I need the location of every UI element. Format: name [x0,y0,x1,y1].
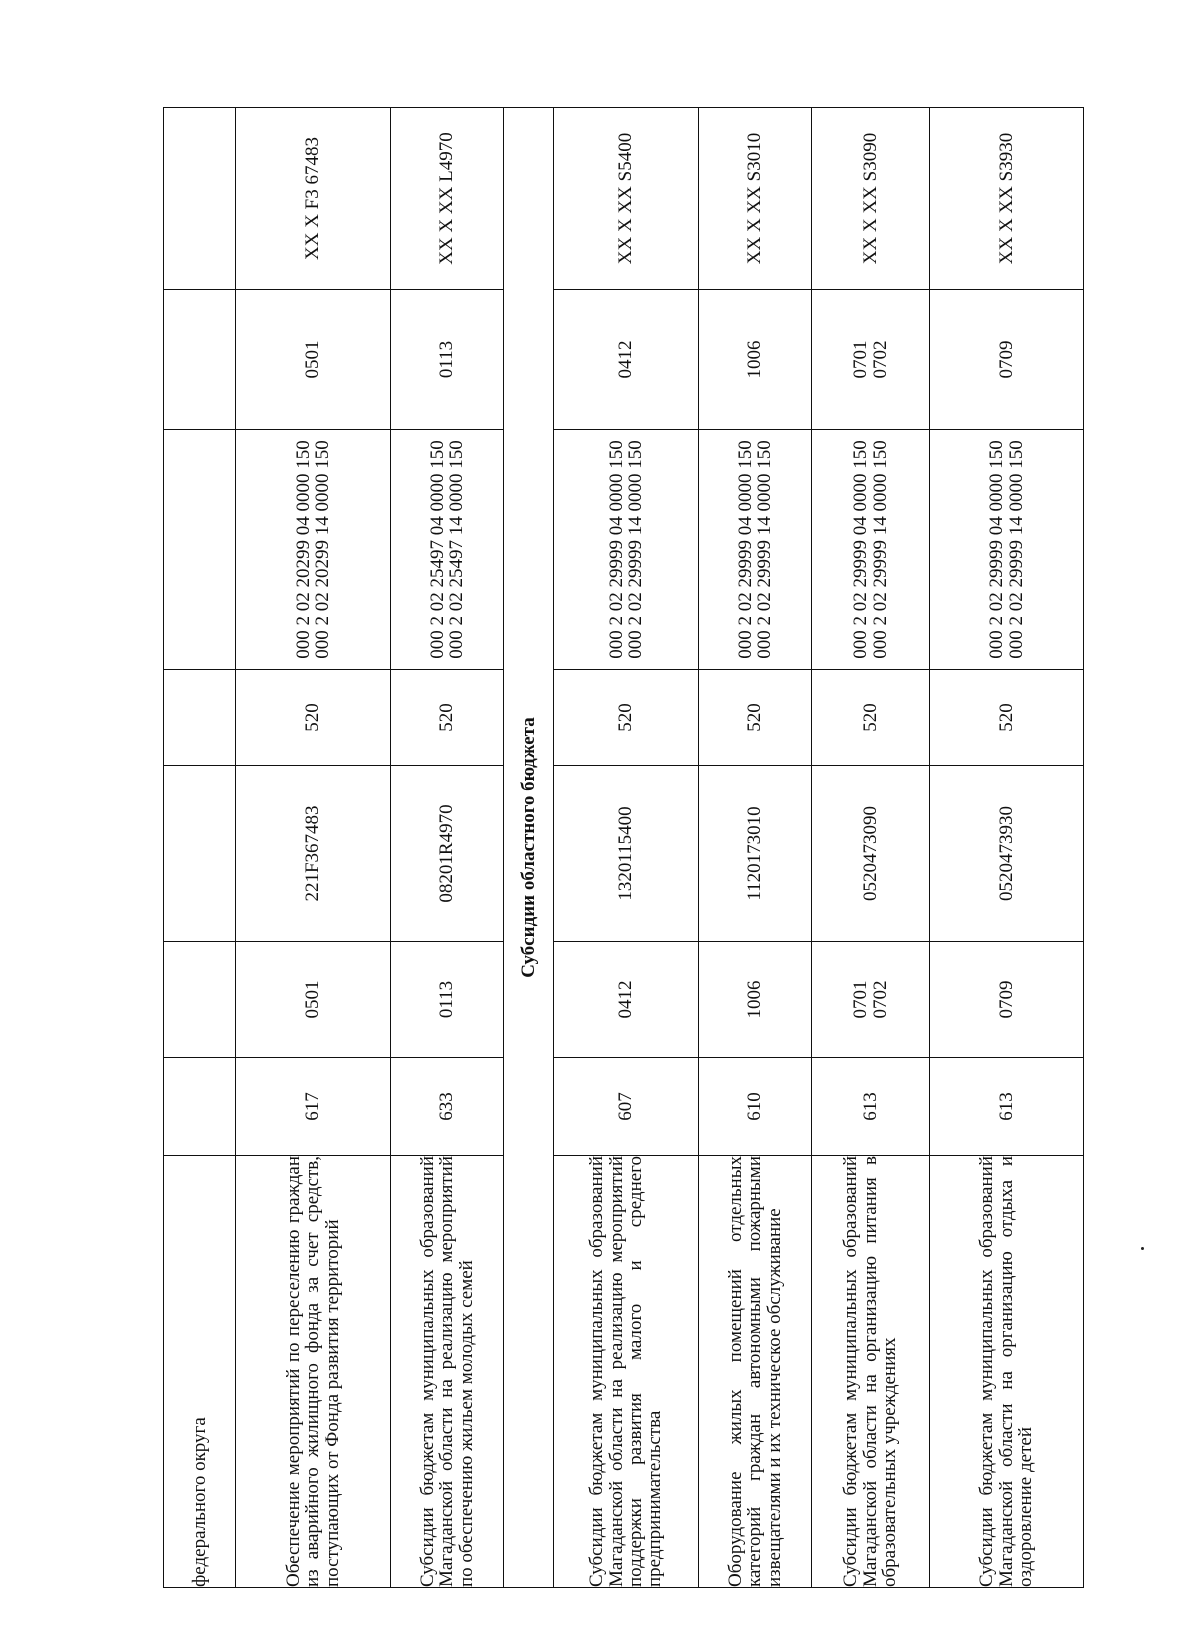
kbk-codes [699,430,812,670]
local-code: XX X F3 67483 [236,108,391,290]
grbs-code: 610 [699,1058,812,1156]
table-row [812,108,930,1588]
grbs-code: 607 [554,1058,699,1156]
table-row [236,108,391,1588]
local-code: XX X XX L4970 [391,108,504,290]
table-row [699,108,812,1588]
expense-type: 520 [812,670,930,766]
grbs-code: 633 [391,1058,504,1156]
row-name: Субсидии бюджетам муниципальных образований Магаданской области на организацию питания в образовательных учреждениях [812,1156,930,1588]
local-code: XX X XX S3010 [699,108,812,290]
section-code-repeat: 1006 [699,290,812,430]
kbk-line: 000 2 02 29999 14 0000 150 [625,440,646,659]
kbk-line: 000 2 02 25497 14 0000 150 [446,440,467,659]
kbk-line: 000 2 02 29999 04 0000 150 [986,440,1008,659]
section-code-repeat: 0113 [391,290,504,430]
kbk-line: 000 2 02 29999 04 0000 150 [734,440,756,659]
kbk-line: 000 2 02 29999 04 0000 150 [605,440,627,659]
section-heading-row [504,108,554,1588]
grbs-code: 613 [930,1058,1084,1156]
section-code: 1006 [699,942,812,1058]
local-code: XX X XX S3930 [930,108,1084,290]
kbk-line: 000 2 02 20299 04 0000 150 [292,440,314,659]
section-code: 0113 [391,942,504,1058]
section-code-repeat: 0412 [554,290,699,430]
section-code: 0412 [554,942,699,1058]
section-code-repeat: 0709 [930,290,1084,430]
kbk-line: 000 2 02 29999 04 0000 150 [850,440,872,659]
budget-table [163,107,1084,1588]
kbk-codes [812,430,930,670]
kbk-codes [236,430,391,670]
expense-type: 520 [236,670,391,766]
table-row [554,108,699,1588]
table-row [930,108,1084,1588]
row-name: Субсидии бюджетам муниципальных образований Магаданской области на реализацию мероприятий по обеспечению жильем молодых семей [391,1156,504,1588]
row-name: федерального округа [164,1156,236,1588]
section-line: 0702 [869,340,891,379]
table-row [391,108,504,1588]
kbk-line: 000 2 02 20299 14 0000 150 [312,440,333,659]
kbk-codes [930,430,1084,670]
kbk-codes [391,430,504,670]
target-code: 1120173010 [699,766,812,942]
local-code: XX X XX S3090 [812,108,930,290]
grbs-code: 617 [236,1058,391,1156]
kbk-line: 000 2 02 29999 14 0000 150 [1005,440,1027,659]
rotated-page [163,108,1083,1588]
expense-type: 520 [554,670,699,766]
section-heading: Субсидии областного бюджета [504,108,554,1588]
row-name: Обеспечение мероприятий по переселению граждан из аварийного жилищного фонда за счет средств, поступающих от Фонда развития территорий [236,1156,391,1588]
grbs-code: 613 [812,1058,930,1156]
section-line: 0701 [850,340,872,379]
section-code-repeat: 0501 [236,290,391,430]
target-code: 1320115400 [554,766,699,942]
kbk-codes [554,430,699,670]
section-code-repeat [812,290,930,430]
target-code: 0520473090 [812,766,930,942]
table-row [164,108,236,1588]
row-name: Субсидии бюджетам муниципальных образований Магаданской области на организацию отдыха и оздоровление детей [930,1156,1084,1588]
expense-type: 520 [391,670,504,766]
kbk-line: 000 2 02 25497 04 0000 150 [426,440,448,659]
row-name: Субсидии бюджетам муниципальных образований Магаданской области на реализацию мероприятий поддержки развития малого и среднего предпринимательства [554,1156,699,1588]
section-code: 0501 [236,942,391,1058]
section-line: 0701 [850,980,872,1019]
local-code: XX X XX S5400 [554,108,699,290]
section-code: 0709 [930,942,1084,1058]
scan-speck [1141,1247,1144,1250]
kbk-line: 000 2 02 29999 14 0000 150 [869,440,891,659]
target-code: 08201R4970 [391,766,504,942]
expense-type: 520 [930,670,1084,766]
expense-type: 520 [699,670,812,766]
kbk-line: 000 2 02 29999 14 0000 150 [754,440,775,659]
row-name: Оборудование жилых помещений отдельных категорий граждан автономными пожарными извещателями и их техническое обслуживание [699,1156,812,1588]
section-line: 0702 [869,980,891,1019]
target-code: 0520473930 [930,766,1084,942]
target-code: 221F367483 [236,766,391,942]
section-code [812,942,930,1058]
